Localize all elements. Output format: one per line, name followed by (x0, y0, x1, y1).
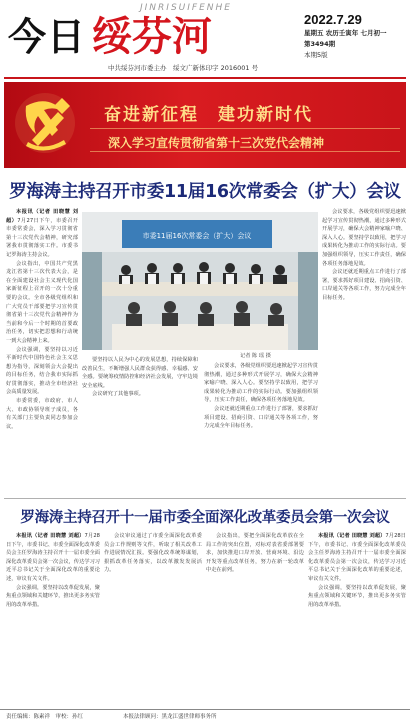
article1-column-3 (204, 362, 318, 494)
issue-number: 第3494期 (304, 40, 336, 48)
article-paragraph (308, 532, 406, 584)
paragraph-text: 会议强调，要坚持以改革促发展，聚焦重点领域和关键环节，推出更多务实管用的改革举措。 (308, 584, 406, 608)
article1-column-4 (322, 208, 406, 494)
article-paragraph (6, 584, 100, 610)
masthead-subtitle: 中共绥芬河市委主办 绥文广新体印字 2016001 号 (108, 64, 259, 72)
paragraph-text: 会议强调，要坚持以习近平新时代中国特色社会主义思想为指导，深刻领会大会提出的目标任务，结合我市实际抓好贯彻落实，推动全市经济社会高质量发展。 (6, 346, 78, 396)
meeting-photo (82, 212, 318, 350)
paragraph-text: 会议要求，各级党组织要迅速掀起学习宣传贯彻热潮，通过多种形式开展学习，确保大会精神家喻户晓、深入人心。要坚持学以致用，把学习成果转化为推动工作的实际行动。要加强组织领导，压实工作责任，确保各项任务落地见效。 (204, 363, 318, 404)
masthead (0, 0, 410, 78)
paragraph-text: 会议还就近期重点工作进行了部署，要求抓好项目建设、招商引资、口岸通关等各项工作，努力完成全年目标任务。 (204, 405, 318, 430)
article2-column-1 (6, 532, 100, 704)
article-paragraph (6, 208, 78, 260)
paragraph-text: 会议研究了其他事项。 (92, 391, 144, 398)
newspaper-title (8, 14, 212, 60)
article-paragraph (308, 584, 406, 610)
paragraph-text: 7月28日下午，市委书记、市委全面深化改革委员会主任罗海涛主持召开十一届市委全面深化改革委员会第一次会议，传达学习习近平总书记关于全面深化改革的重要论述，审议有关文件。 (308, 533, 406, 582)
article2-column-3 (206, 532, 304, 704)
article-paragraph (104, 532, 202, 575)
edition-count: 本期5版 (304, 51, 328, 59)
paragraph-text: 7月27日下午，市委召开市委常委会，深入学习贯彻省第十三次党代会精神，研究部署我市贯彻落实工作。市委书记罗海涛主持会议。 (6, 217, 78, 258)
article-paragraph (322, 268, 406, 302)
article-paragraph (6, 532, 100, 584)
article-paragraph (204, 405, 318, 431)
banner-subtitle: 深入学习宣传贯彻省第十三次党代会精神 (108, 136, 325, 150)
paragraph-text: 市委常委，市政府、市人大、市政协领导班子成员，各有关部门主要负责同志参加会议。 (6, 398, 78, 430)
article-paragraph (204, 362, 318, 405)
article-paragraph (6, 397, 78, 431)
issue-date: 2022.7.29 (304, 12, 362, 27)
weekday-lunar: 星期五 农历壬寅年 七月初一 (304, 29, 387, 37)
paragraph-text: 会议审议通过了市委全面深化改革委员会工作规则等文件，听取了相关改革工作进展情况汇报。要强化改革统筹谋划，狠抓改革任务落实，以改革激发发展活力。 (104, 533, 202, 574)
title-part2: 绥芬河 (92, 13, 213, 60)
headline-main: 罗海涛主持召开市委11届16次常委会（扩大）会议 (9, 182, 401, 202)
article-paragraph (6, 260, 78, 346)
masthead-rule (4, 77, 406, 79)
paragraph-text: 会议指出，要把全面深化改革放在全局工作的突出位置，对标对表省委部署要求，加快推进口岸开放、营商环境、沿边开发等重点改革任务，努力在新一轮改革中走在前列。 (206, 533, 304, 574)
article2-column-4 (308, 532, 406, 704)
date-box (304, 12, 406, 76)
paragraph-text: 会议要求，各级党组织要迅速掀起学习宣传贯彻热潮，通过多种形式开展学习，确保大会精神家喻户晓、深入人心。要坚持学以致用，把学习成果转化为推动工作的实际行动。要加强组织领导，压实工作责任，确保各项任务落地见效。 (322, 209, 406, 267)
photo-caption: 记者 陈 瑶 摄 (240, 353, 271, 359)
paragraph-text: 7月28日下午，市委书记、市委全面深化改革委员会主任罗海涛主持召开十一届市委全面深化改革委员会第一次会议，传达学习习近平总书记关于全面深化改革的重要论述，审议有关文件。 (6, 533, 100, 582)
article-paragraph (82, 356, 198, 390)
byline-tag: 本报讯（记者 田晓慧 刘超） (318, 533, 386, 539)
meeting-photo-image (82, 212, 318, 350)
section-divider (4, 498, 406, 499)
footer-legal: 本报法律顾问：黑龙江盛世律师事务所 (123, 713, 217, 720)
article-paragraph (6, 346, 78, 398)
byline-tag: 本报讯（记者 田晓慧 刘超） (16, 533, 85, 539)
headline-second: 罗海涛主持召开十一届市委全面深化改革委员会第一次会议 (20, 510, 390, 526)
article-paragraph (206, 532, 304, 575)
footer-editor: 责任编辑：陈素祥 审校：孙红 (6, 713, 84, 720)
article1-column-1 (6, 208, 78, 494)
paragraph-text: 要坚持以人民为中心的发展思想，持续保障和改善民生，不断增强人民群众获得感、幸福感、安全感。要统筹疫情防控和经济社会发展，守牢边境安全底线。 (82, 357, 198, 389)
party-emblem-icon (14, 90, 76, 156)
title-part1: 今日 (8, 14, 87, 59)
article-paragraph (322, 208, 406, 268)
article2-column-2 (104, 532, 202, 704)
meeting-backdrop-text: 市委11届16次常委会（扩大）会议 (142, 232, 252, 240)
article-paragraph (82, 390, 198, 399)
paragraph-text: 会议强调，要坚持以改革促发展，聚焦重点领域和关键环节，推出更多务实管用的改革举措。 (6, 584, 100, 608)
byline-tag: 本报讯（记者 田晓慧 刘超） (6, 209, 78, 224)
theme-banner (4, 82, 406, 168)
banner-slogan: 奋进新征程 建功新时代 (104, 105, 313, 125)
masthead-pinyin: JINRISUIFENHE (140, 3, 232, 13)
paragraph-text: 会议还就近期重点工作进行了部署，要求抓好项目建设、招商引资、口岸通关等各项工作，努力完成全年目标任务。 (322, 269, 406, 301)
article1-column-2 (82, 356, 198, 494)
paragraph-text: 会议指出，中国共产党黑龙江省第十三次代表大会，是在全面建设社会主义现代化国家新征程上召开的一次十分重要的会议。全市各级党组织和广大党员干部要把学习宣传贯彻省第十三次党代会精神作为当前和今后一个时期的首要政治任务，切实把思想和行动统一到大会精神上来。 (6, 260, 78, 344)
page-footer (0, 709, 410, 721)
